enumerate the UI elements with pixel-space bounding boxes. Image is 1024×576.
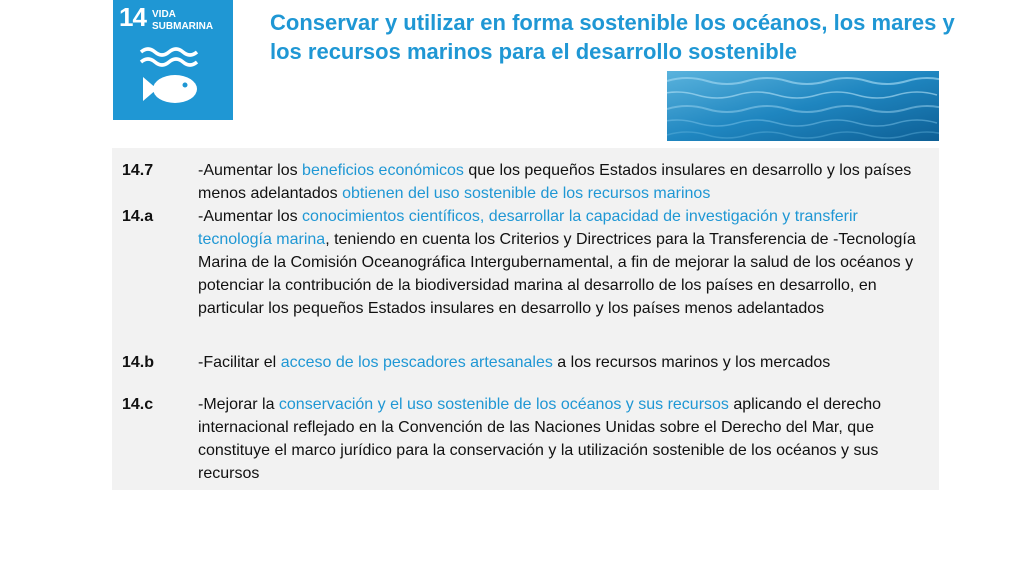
target-text: -Facilitar el acceso de los pescadores artesanales a los recursos marinos y los mercados [198,354,831,371]
targets-panel [112,148,939,490]
slide-title: Conservar y utilizar en forma sostenible los océanos, los mares y los recursos marinos para el desarrollo sostenible [270,10,955,64]
target-text: -Aumentar los beneficios económicos que los pequeños Estados insulares en desarrollo y los países menos adelantados obtienen del uso sostenible de los recursos marinos [198,162,912,202]
sdg-14-logo [113,0,233,120]
target-code: 14.7 [122,162,154,179]
target-text: -Aumentar los conocimientos científicos, desarrollar la capacidad de investigación y transferir tecnología marina, teniendo en cuenta los Criterios y Directrices para la Transferencia de -Tecnología Marina de la Comisión Oceanográfica Intergubernamental, a fin de mejorar la salud de los océanos y potenciar la contribución de la biodiversidad marina al desarrollo de los países en desarrollo, en particular los pequeños Estados insulares en desarrollo y los países menos adelantados [198,208,916,317]
goal-label-line1: VIDA [152,9,176,20]
target-code: 14.a [122,208,154,225]
goal-label-line2: SUBMARINA [152,21,214,32]
goal-number: 14 [119,2,146,32]
target-code: 14.c [122,396,154,413]
ocean-water-photo [667,71,939,141]
target-code: 14.b [122,354,155,371]
target-text: -Mejorar la conservación y el uso sostenible de los océanos y sus recursos aplicando el derecho internacional reflejado en la Convención de las Naciones Unidas sobre el Derecho del Mar, que constituye el marco jurídico para la conservación y la utilización sostenible de los océanos y sus recursos [198,396,882,482]
